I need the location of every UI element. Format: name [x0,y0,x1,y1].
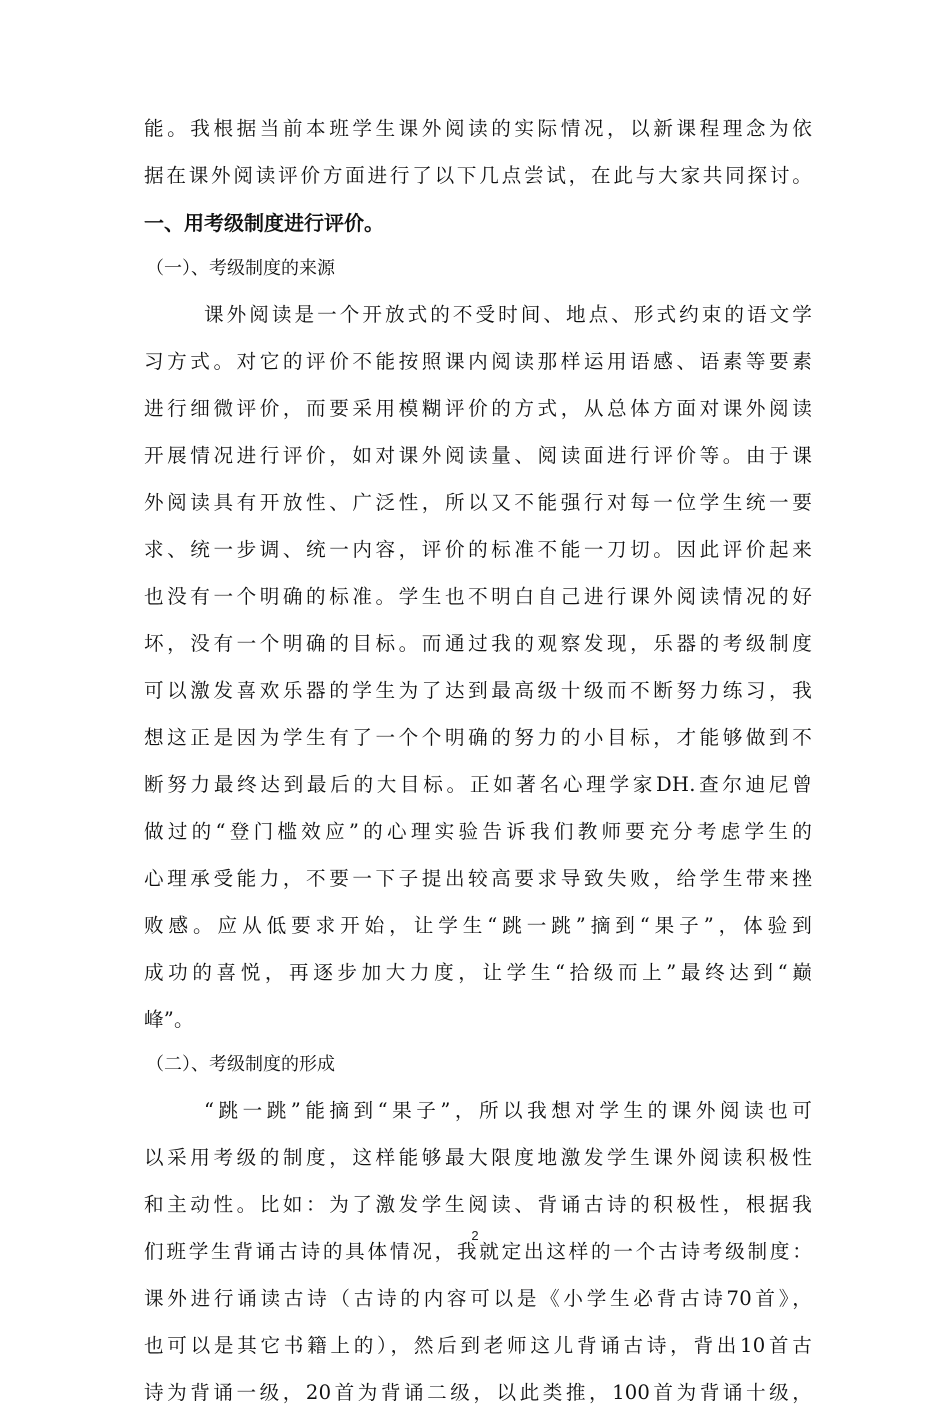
page-number: 2 [471,1228,479,1243]
body-text-line: 也可以是其它书籍上的），然后到老师这儿背诵古诗，背出10首古 [144,1334,812,1357]
body-text-line: 也没有一个明确的标准。学生也不明白自己进行课外阅读情况的好 [144,585,812,608]
body-text-line: 败感。应从低要求开始，让学生“跳一跳”摘到“果子”，体验到 [144,914,812,937]
section-heading: 一、用考级制度进行评价。 [144,211,384,235]
body-text-line: 进行细微评价，而要采用模糊评价的方式，从总体方面对课外阅读 [144,397,812,420]
body-text-line: 和主动性。比如：为了激发学生阅读、背诵古诗的积极性，根据我 [144,1193,812,1216]
subsection-heading: （二）、考级制度的形成 [146,1054,335,1075]
body-text-line: 心理承受能力，不要一下子提出较高要求导致失败，给学生带来挫 [144,867,812,890]
body-text-line: 坏，没有一个明确的目标。而通过我的观察发现，乐器的考级制度 [144,632,812,655]
body-text-line: 课外进行诵读古诗（古诗的内容可以是《小学生必背古诗70首》， [144,1287,812,1310]
body-text-line: 想这正是因为学生有了一个个明确的努力的小目标，才能够做到不 [144,726,812,749]
body-text-line: 诗为背诵一级，20首为背诵二级，以此类推，100首为背诵十级， [144,1381,812,1404]
body-text-line: 据在课外阅读评价方面进行了以下几点尝试，在此与大家共同探讨。 [144,164,812,187]
body-text-line: 开展情况进行评价，如对课外阅读量、阅读面进行评价等。由于课 [144,444,812,467]
subsection-heading: （一）、考级制度的来源 [146,258,335,279]
body-text-line: “跳一跳”能摘到“果子”，所以我想对学生的课外阅读也可 [204,1099,812,1122]
body-text-line: 课外阅读是一个开放式的不受时间、地点、形式约束的语文学 [204,303,812,326]
body-text-line: 可以激发喜欢乐器的学生为了达到最高级十级而不断努力练习，我 [144,679,812,702]
body-text-line: 外阅读具有开放性、广泛性，所以又不能强行对每一位学生统一要 [144,491,812,514]
body-text-line: 习方式。对它的评价不能按照课内阅读那样运用语感、语素等要素 [144,350,812,373]
body-text-line: 们班学生背诵古诗的具体情况，我就定出这样的一个古诗考级制度： [144,1240,812,1263]
body-text-line: 峰”。 [144,1008,194,1031]
document-body [144,105,812,1416]
body-text-line: 求、统一步调、统一内容，评价的标准不能一刀切。因此评价起来 [144,538,812,561]
body-text-line: 做过的“登门槛效应”的心理实验告诉我们教师要充分考虑学生的 [144,820,812,843]
body-text-line: 成功的喜悦，再逐步加大力度，让学生“拾级而上”最终达到“巅 [144,961,812,984]
body-text-line: 能。我根据当前本班学生课外阅读的实际情况，以新课程理念为依 [144,117,812,140]
body-text-line: 以采用考级的制度，这样能够最大限度地激发学生课外阅读积极性 [144,1146,812,1169]
body-text-line: 断努力最终达到最后的大目标。正如著名心理学家DH.查尔迪尼曾 [144,773,812,796]
